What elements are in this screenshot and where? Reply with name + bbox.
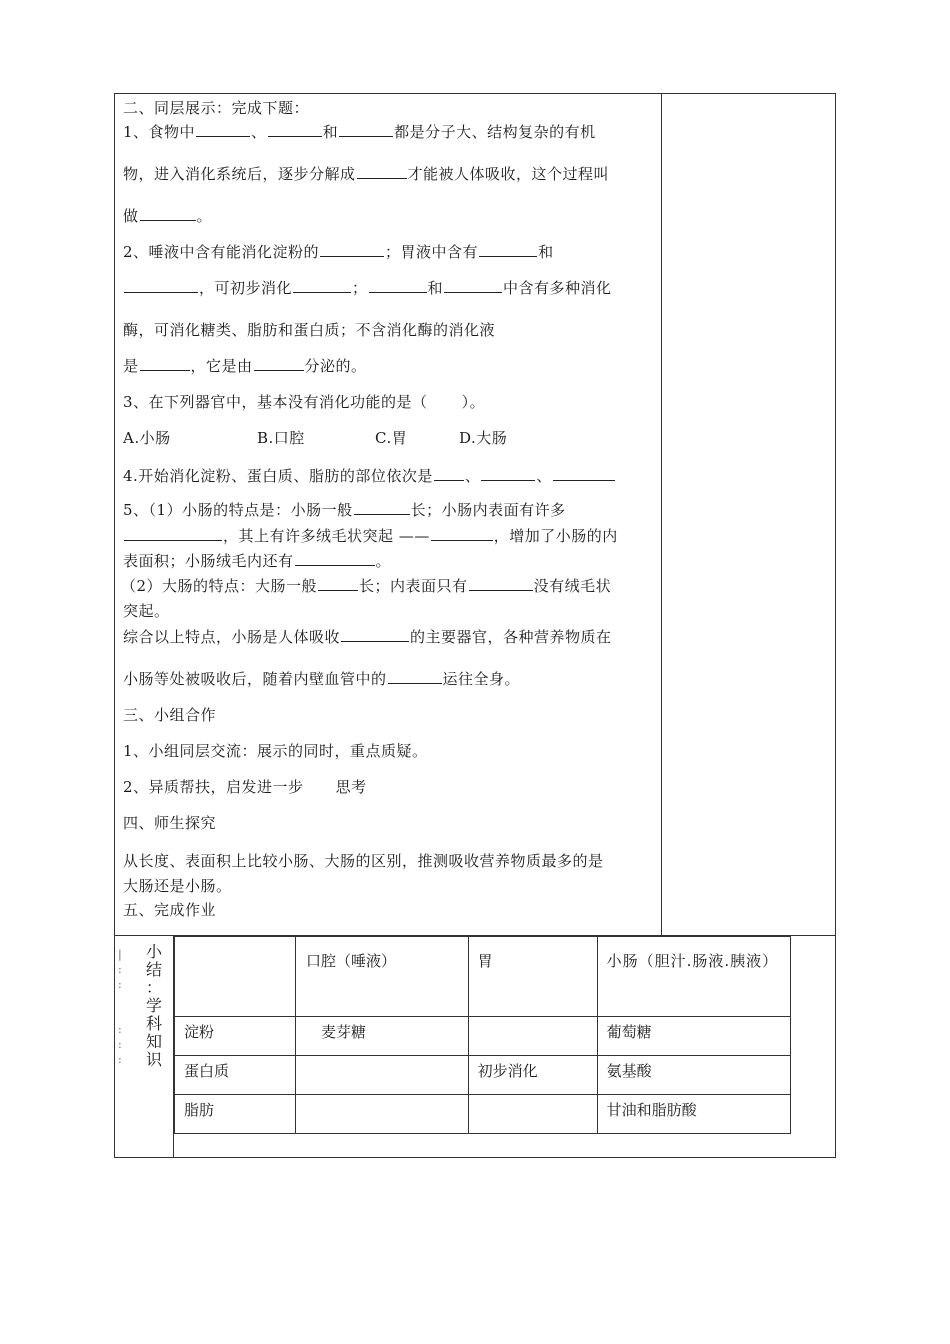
table-cell: 淀粉 <box>175 1017 296 1056</box>
answer-blank[interactable] <box>354 500 410 515</box>
q5-line7: 小肠等处被吸收后，随着内壁血管中的 运往全身。 <box>123 670 521 688</box>
table-header-cell: 口腔（唾液） <box>296 937 469 1017</box>
q1-line3: 做 。 <box>123 207 213 225</box>
q1-line1: 1、食物中 、 和 都是分子大、结构复杂的有机 <box>123 123 596 141</box>
q3-stem: 3、在下列器官中，基本没有消化功能的是（ ）。 <box>123 393 486 411</box>
q5-line5: 突起。 <box>123 602 170 620</box>
q5-line4: （2）大肠的特点：大肠一般 长；内表面只有 没有绒毛状 <box>121 577 612 595</box>
answer-blank[interactable] <box>140 356 190 371</box>
answer-blank[interactable] <box>369 278 427 293</box>
table-header-row <box>175 937 791 1017</box>
q2-line2: ，可初步消化 ； 和 中含有多种消化 <box>123 277 612 298</box>
table-row <box>175 1056 791 1095</box>
option-d[interactable]: D.大肠 <box>459 429 508 447</box>
table-cell: 脂肪 <box>175 1095 296 1134</box>
answer-blank[interactable] <box>434 466 464 481</box>
answer-blank[interactable] <box>444 278 502 293</box>
table-cell <box>468 1095 597 1134</box>
digestion-summary-table <box>174 936 791 1134</box>
section5-heading: 五、完成作业 <box>123 901 217 919</box>
table-header-cell: 小肠（胆汁.肠液.胰液） <box>597 937 790 1017</box>
table-cell <box>175 937 296 1017</box>
side-margin-marks: | : : : : : <box>118 948 122 1066</box>
answer-blank[interactable] <box>320 242 384 257</box>
q4-line: 4.开始消化淀粉、蛋白质、脂肪的部位依次是 、 、 <box>123 465 616 486</box>
table-cell: 甘油和脂肪酸 <box>597 1095 790 1134</box>
table-cell: 蛋白质 <box>175 1056 296 1095</box>
section3-heading: 三、小组合作 <box>123 706 217 724</box>
table-cell: 初步消化 <box>468 1056 597 1095</box>
answer-blank[interactable] <box>293 278 351 293</box>
answer-blank[interactable] <box>469 576 533 591</box>
answer-blank[interactable] <box>254 356 304 371</box>
q5-line2: ，其上有许多绒毛状突起 —— ，增加了小肠的内 <box>123 525 618 546</box>
q3-options <box>123 427 507 448</box>
answer-blank[interactable] <box>339 122 393 137</box>
answer-blank[interactable] <box>268 122 322 137</box>
q5-line6: 综合以上特点，小肠是人体吸收 的主要器官，各种营养物质在 <box>123 628 612 646</box>
answer-blank[interactable] <box>295 551 375 566</box>
q2-line3: 酶，可消化糖类、脂肪和蛋白质；不含消化酶的消化液 <box>123 321 496 339</box>
option-c[interactable]: C.胃 <box>375 429 408 447</box>
table-cell: 氨基酸 <box>597 1056 790 1095</box>
q5-line1: 5、（1）小肠的特点是：小肠一般 长；小肠内表面有许多 <box>123 501 566 519</box>
table-cell: 葡萄糖 <box>597 1017 790 1056</box>
option-a[interactable]: A.小肠 <box>123 429 171 447</box>
table-cell <box>296 1056 469 1095</box>
answer-blank[interactable] <box>388 669 442 684</box>
answer-blank[interactable] <box>553 466 615 481</box>
table-row <box>175 1095 791 1134</box>
table-header-cell: 胃 <box>468 937 597 1017</box>
table-cell <box>296 1095 469 1134</box>
q2-line4: 是 ，它是由 分泌的。 <box>123 357 367 375</box>
table-cell <box>468 1017 597 1056</box>
answer-blank[interactable] <box>479 242 537 257</box>
q2-line1: 2、唾液中含有能消化淀粉的 ；胃液中含有 和 <box>123 243 554 261</box>
table-cell: 麦芽糖 <box>296 1017 469 1056</box>
right-column-divider <box>661 93 662 936</box>
answer-blank[interactable] <box>431 526 493 541</box>
summary-side-title: 小 结 ： 学 科 知 识 <box>145 942 162 1069</box>
answer-blank[interactable] <box>196 122 250 137</box>
option-b[interactable]: B.口腔 <box>257 429 305 447</box>
table-row <box>175 1017 791 1056</box>
section3-item2: 2、异质帮扶，启发进一步 思考 <box>123 778 367 796</box>
answer-blank[interactable] <box>318 576 358 591</box>
section4-heading: 四、师生探究 <box>123 814 217 832</box>
section4-text1: 从长度、表面积上比较小肠、大肠的区别，推测吸收营养物质最多的是 <box>123 852 604 870</box>
answer-blank[interactable] <box>140 206 196 221</box>
section2-heading: 二、同层展示：完成下题： <box>123 99 310 117</box>
answer-blank[interactable] <box>124 526 222 541</box>
q5-line3: 表面积；小肠绒毛内还有 。 <box>123 552 392 570</box>
answer-blank[interactable] <box>124 278 198 293</box>
section3-item1: 1、小组同层交流：展示的同时，重点质疑。 <box>123 742 428 760</box>
section4-text2: 大肠还是小肠。 <box>123 877 232 895</box>
answer-blank[interactable] <box>341 627 409 642</box>
answer-blank[interactable] <box>481 466 535 481</box>
q1-line2: 物，进入消化系统后，逐步分解成 才能被人体吸收，这个过程叫 <box>123 165 610 183</box>
answer-blank[interactable] <box>357 164 407 179</box>
